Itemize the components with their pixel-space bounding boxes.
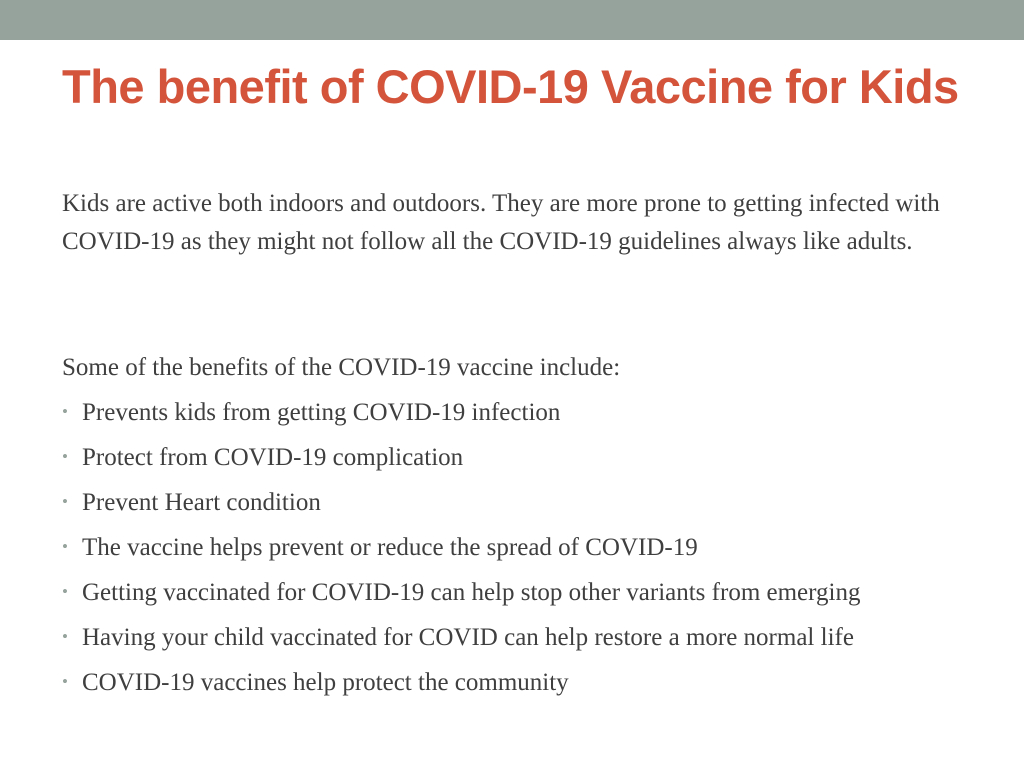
list-item bbox=[62, 664, 1012, 709]
top-accent-bar bbox=[0, 0, 1024, 40]
list-item-text: Getting vaccinated for COVID-19 can help stop other variants from emerging bbox=[82, 579, 861, 606]
slide-title: The benefit of COVID-19 Vaccine for Kids bbox=[62, 60, 959, 113]
bullet-icon: • bbox=[62, 537, 68, 556]
list-item-text: Protect from COVID-19 complication bbox=[82, 444, 464, 471]
bullet-icon: • bbox=[62, 672, 68, 691]
list-item bbox=[62, 394, 1012, 439]
list-item-text: The vaccine helps prevent or reduce the spread of COVID-19 bbox=[82, 534, 698, 561]
list-item bbox=[62, 574, 1012, 619]
bullet-icon: • bbox=[62, 447, 68, 466]
intro-paragraph: Kids are active both indoors and outdoors. They are more prone to getting infected with COVID-19 as they might not follow all the COVID-19 guidelines always like adults. bbox=[62, 190, 940, 255]
bullet-icon: • bbox=[62, 582, 68, 601]
list-item bbox=[62, 529, 1012, 574]
list-item bbox=[62, 439, 1012, 484]
list-item-text: Having your child vaccinated for COVID can help restore a more normal life bbox=[82, 624, 854, 651]
list-item-text: Prevent Heart condition bbox=[82, 489, 321, 516]
benefits-list bbox=[62, 394, 1012, 709]
list-item bbox=[62, 484, 1012, 529]
list-item-text: Prevents kids from getting COVID-19 infection bbox=[82, 399, 561, 426]
benefits-lead-text: Some of the benefits of the COVID-19 vaccine include: bbox=[62, 354, 621, 381]
bullet-icon: • bbox=[62, 492, 68, 511]
list-item bbox=[62, 619, 1012, 664]
bullet-icon: • bbox=[62, 627, 68, 646]
bullet-icon: • bbox=[62, 402, 68, 421]
list-item-text: COVID-19 vaccines help protect the community bbox=[82, 669, 569, 696]
